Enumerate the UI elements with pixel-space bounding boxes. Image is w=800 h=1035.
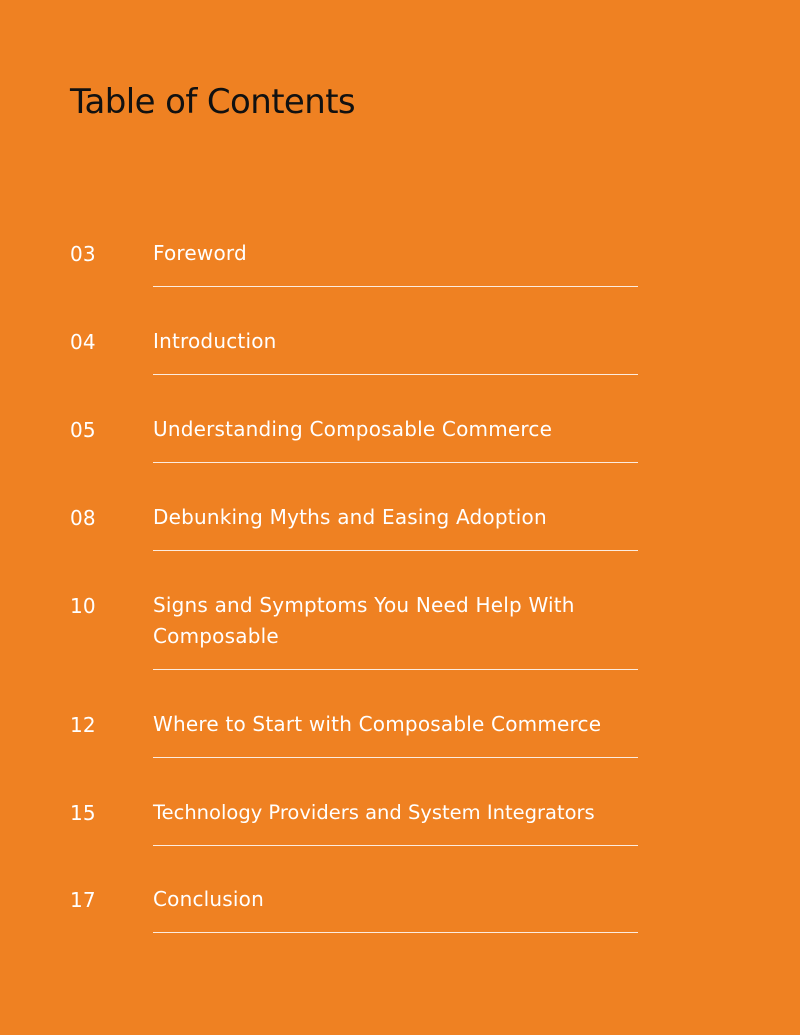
page-title: Table of Contents [70, 82, 356, 122]
toc-page-number: 04 [70, 330, 96, 354]
toc-divider [153, 845, 638, 846]
toc-page-number: 15 [70, 801, 96, 825]
toc-divider [153, 550, 638, 551]
toc-divider [153, 757, 638, 758]
toc-divider [153, 669, 638, 670]
toc-divider [153, 286, 638, 287]
toc-page-number: 08 [70, 506, 96, 530]
toc-page-number: 10 [70, 594, 96, 618]
toc-entry-label: Where to Start with Composable Commerce [153, 712, 602, 736]
toc-entry-label: Conclusion [153, 887, 264, 911]
toc-divider [153, 374, 638, 375]
toc-divider [153, 932, 638, 933]
toc-entry-label: Understanding Composable Commerce [153, 417, 553, 441]
toc-entry-label: Introduction [153, 329, 277, 353]
toc-entry-label: Signs and Symptoms You Need Help With Composable [153, 593, 575, 648]
toc-page-number: 03 [70, 242, 96, 266]
toc-divider [153, 462, 638, 463]
toc-page-number: 05 [70, 418, 96, 442]
toc-entry-label: Debunking Myths and Easing Adoption [153, 505, 547, 529]
toc-entry-label: Technology Providers and System Integrators [153, 801, 595, 824]
toc-page-number: 12 [70, 713, 96, 737]
toc-entry-label: Foreword [153, 241, 247, 265]
toc-page-number: 17 [70, 888, 96, 912]
